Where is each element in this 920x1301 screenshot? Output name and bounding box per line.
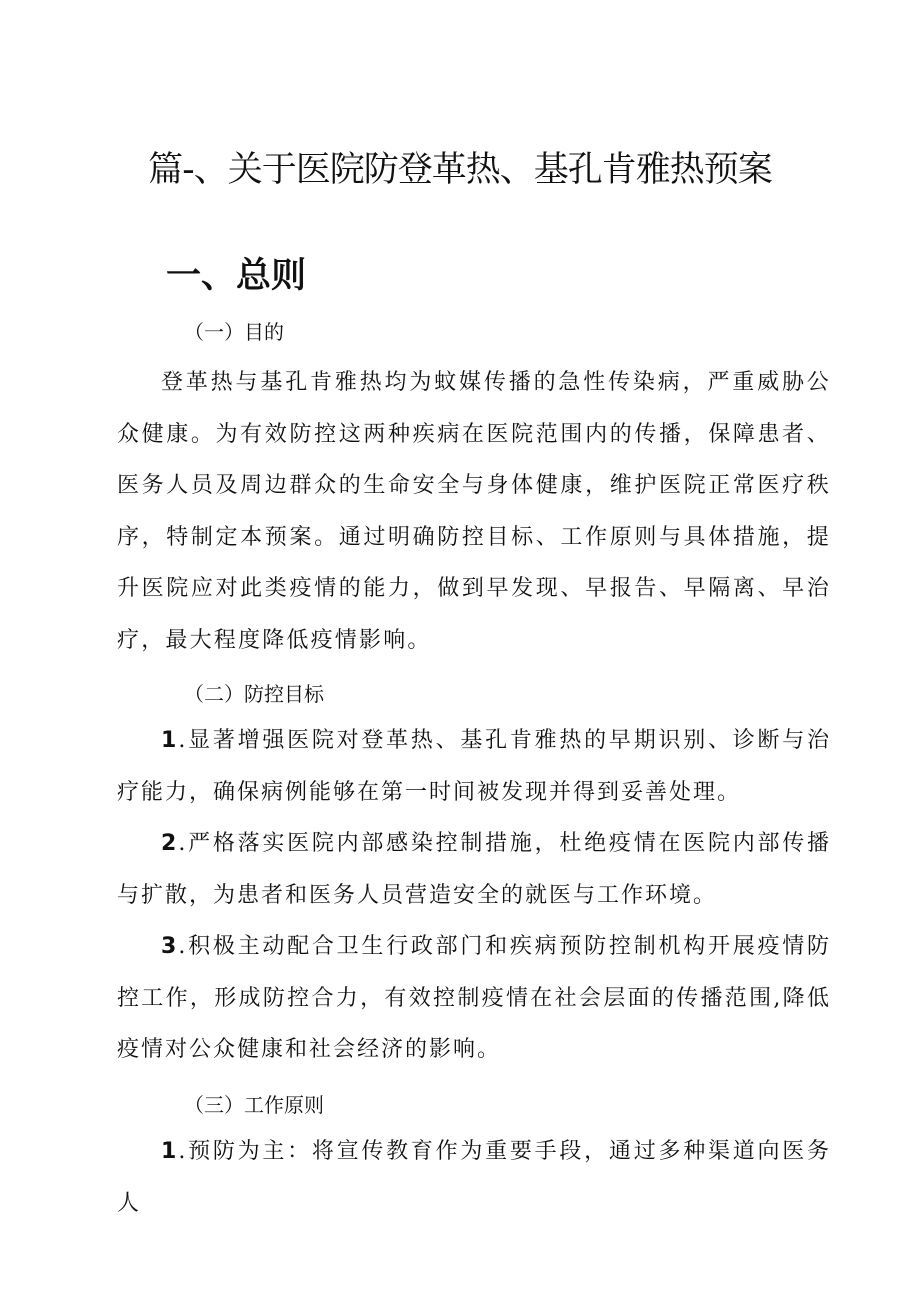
purpose-paragraph: 登革热与基孔肯雅热均为蚊媒传播的急性传染病，严重威胁公众健康。为有效防控这两种疾病在医院范围内的传播，保障患者、医务人员及周边群众的生命安全与身体健康，维护医院正常医疗秩序，特制定本预案。通过明确防控目标、工作原则与具体措施，提升医院应对此类疫情的能力，做到早发现、早报告、早隔离、早治疗，最大程度降低疫情影响。 [117, 370, 831, 653]
principle-item-text: .预防为主：将宣传教育作为重要手段，通过多种渠道向医务人 [117, 1139, 831, 1216]
goal-item-number: 1 [161, 728, 179, 753]
subsection-heading-principles: （三）工作原则 [184, 1093, 324, 1117]
goal-item-number: 2 [161, 831, 179, 856]
goal-item-1 [117, 715, 831, 818]
principle-item-number: 1 [161, 1139, 179, 1164]
subsection-heading-purpose: （一）目的 [184, 320, 284, 344]
section-heading-general: 一、总则 [166, 256, 307, 296]
principle-item-1 [117, 1126, 831, 1229]
goal-item-3 [117, 921, 831, 1076]
goal-item-number: 3 [161, 934, 179, 959]
document-title: 篇-、关于医院防登革热、基孔肯雅热预案 [148, 150, 772, 190]
goal-item-2 [117, 818, 831, 921]
goal-item-text: .积极主动配合卫生行政部门和疾病预防控制机构开展疫情防控工作，形成防控合力，有效控制疫情在社会层面的传播范围,降低疫情对公众健康和社会经济的影响。 [117, 934, 831, 1062]
goal-item-text: .严格落实医院内部感染控制措施，杜绝疫情在医院内部传播与扩散，为患者和医务人员营造安全的就医与工作环境。 [117, 831, 831, 908]
subsection-heading-goals: （二）防控目标 [184, 682, 324, 706]
goal-item-text: .显著增强医院对登革热、基孔肯雅热的早期识别、诊断与治疗能力，确保病例能够在第一时间被发现并得到妥善处理。 [117, 728, 831, 805]
